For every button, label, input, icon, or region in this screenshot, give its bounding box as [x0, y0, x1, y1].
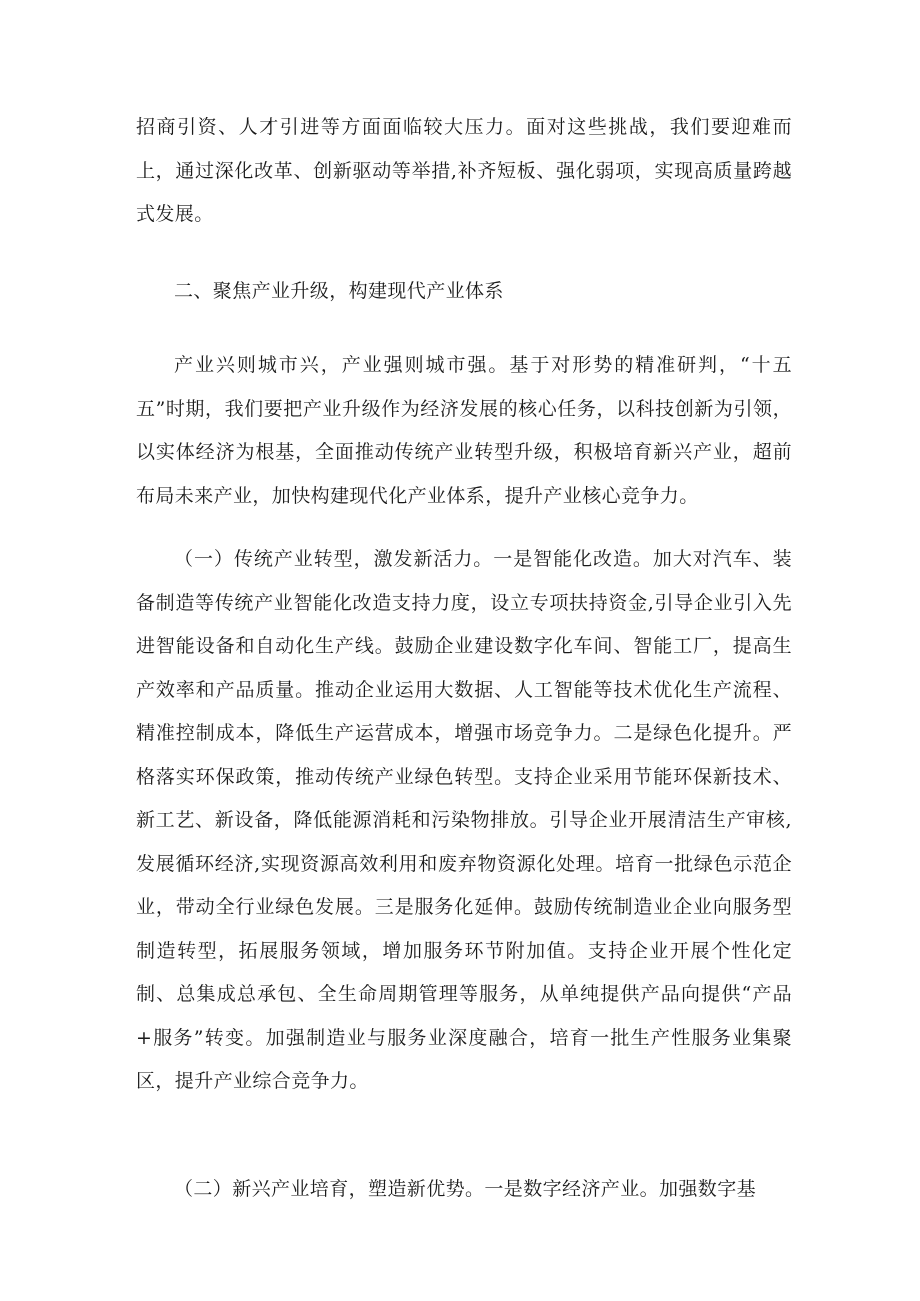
- paragraph-challenges-continued: 招商引资、人才引进等方面面临较大压力。面对这些挑战，我们要迎难而上，通过深化改革、创新驱动等举措,补齐短板、强化弱项，实现高质量跨越式发展。: [136, 116, 792, 225]
- paragraph-industry-intro: 产业兴则城市兴，产业强则城市强。基于对形势的精准研判，“十五五”时期，我们要把产业升级作为经济发展的核心任务，以科技创新为引领，以实体经济为根基，全面推动传统产业转型升级，积极培育新兴产业，超前布局未来产业，加快构建现代化产业体系，提升产业核心竞争力。: [136, 354, 792, 507]
- paragraph-emerging-industry: （二）新兴产业培育，塑造新优势。一是数字经济产业。加强数字基: [174, 1178, 757, 1200]
- paragraph-traditional-industry-transformation: （一）传统产业转型，激发新活力。一是智能化改造。加大对汽车、装备制造等传统产业智能化改造支持力度，设立专项扶持资金,引导企业引入先进智能设备和自动化生产线。鼓励企业建设数字化车间、智能工厂，提高生产效率和产品质量。推动企业运用大数据、人工智能等技术优化生产流程、精准控制成本，降低生产运营成本，增强市场竞争力。二是绿色化提升。严格落实环保政策，推动传统产业绿色转型。支持企业采用节能环保新技术、新工艺、新设备，降低能源消耗和污染物排放。引导企业开展清洁生产审核,发展循环经济,实现资源高效利用和废弃物资源化处理。培育一批绿色示范企业，带动全行业绿色发展。三是服务化延伸。鼓励传统制造业企业向服务型制造转型，拓展服务领域，增加服务环节附加值。支持企业开展个性化定制、总集成总承包、全生命周期管理等服务，从单纯提供产品向提供“产品+服务”转变。加强制造业与服务业深度融合，培育一批生产性服务业集聚区，提升产业综合竞争力。: [136, 548, 792, 1092]
- section-heading-industrial-upgrade: 二、聚焦产业升级，构建现代产业体系: [174, 280, 504, 302]
